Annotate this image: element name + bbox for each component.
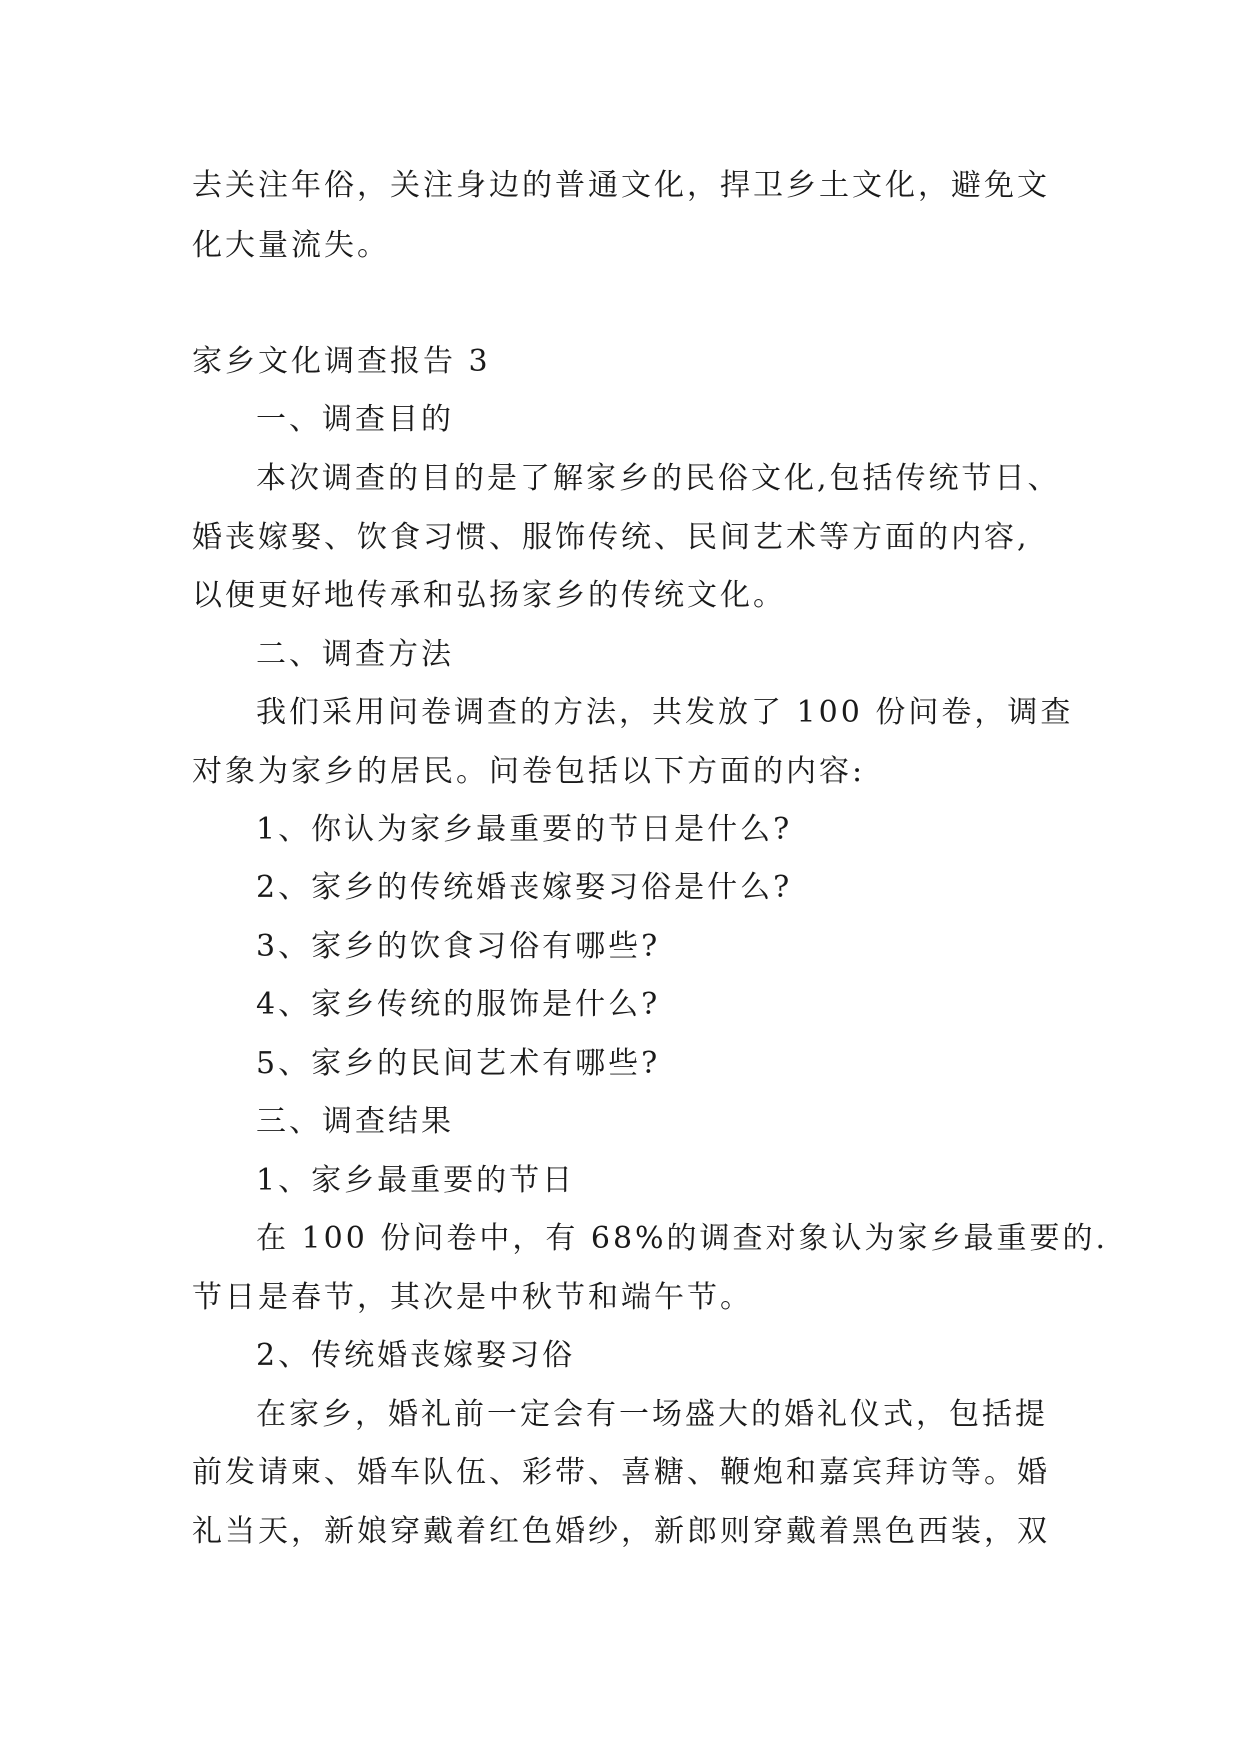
question-item: 5、家乡的民间艺术有哪些?	[256, 1046, 661, 1081]
question-item: 3、家乡的饮食习俗有哪些?	[256, 929, 661, 964]
heading-method: 二、调查方法	[256, 637, 454, 672]
body-line: 在家乡，婚礼前一定会有一场盛大的婚礼仪式，包括提	[256, 1397, 1048, 1432]
body-line: 婚丧嫁娶、饮食习惯、服饰传统、民间艺术等方面的内容,	[192, 520, 1030, 555]
body-line: 以便更好地传承和弘扬家乡的传统文化。	[192, 578, 786, 613]
heading-results: 三、调查结果	[256, 1104, 454, 1139]
question-item: 4、家乡传统的服饰是什么?	[256, 987, 661, 1022]
section-title: 家乡文化调查报告 3	[192, 344, 491, 379]
body-line: 在 100 份问卷中，有 68%的调查对象认为家乡最重要的.	[256, 1221, 1109, 1256]
body-line: 前发请柬、婚车队伍、彩带、喜糖、鞭炮和嘉宾拜访等。婚	[192, 1455, 1050, 1490]
body-line: 本次调查的目的是了解家乡的民俗文化,包括传统节日、	[256, 461, 1061, 496]
body-line: 对象为家乡的居民。问卷包括以下方面的内容:	[192, 754, 866, 789]
subheading-festival: 1、家乡最重要的节日	[256, 1163, 576, 1198]
body-line: 我们采用问卷调查的方法，共发放了 100 份问卷，调查	[256, 695, 1074, 730]
body-line: 礼当天，新娘穿戴着红色婚纱，新郎则穿戴着黑色西装，双	[192, 1514, 1050, 1549]
body-line: 化大量流失。	[192, 228, 390, 263]
heading-purpose: 一、调查目的	[256, 402, 454, 437]
body-line: 去关注年俗，关注身边的普通文化，捍卫乡土文化，避免文	[192, 168, 1050, 203]
subheading-wedding: 2、传统婚丧嫁娶习俗	[256, 1338, 576, 1373]
question-item: 1、你认为家乡最重要的节日是什么?	[256, 812, 793, 847]
body-line: 节日是春节，其次是中秋节和端午节。	[192, 1280, 753, 1315]
question-item: 2、家乡的传统婚丧嫁娶习俗是什么?	[256, 870, 793, 905]
